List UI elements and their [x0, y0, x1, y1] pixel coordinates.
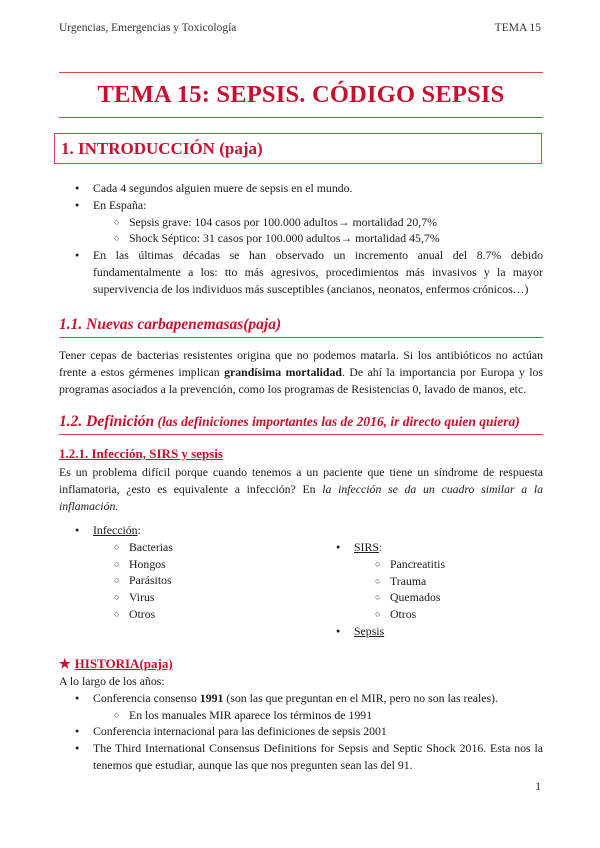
- section-1-2-heading: [59, 413, 543, 435]
- section-1-2-1-paragraph: [59, 464, 543, 514]
- list-item: ○ En los manuales MIR aparece los términos de 1991: [59, 707, 543, 724]
- list-item: ○ Trauma: [320, 573, 544, 590]
- infeccion-column: [59, 522, 319, 623]
- list-item: [320, 539, 544, 556]
- list-item: ○ Quemados: [320, 589, 544, 606]
- list-item: ○ Bacterias: [59, 539, 319, 556]
- list-item: [59, 522, 319, 539]
- list-item: [59, 690, 543, 707]
- sirs-colon: :: [378, 540, 383, 554]
- header-topic: TEMA 15: [494, 22, 541, 34]
- section-1-box: [54, 133, 542, 164]
- list-item: ● En España:: [59, 197, 543, 214]
- page-header: [59, 22, 541, 34]
- page-number: 1: [535, 781, 541, 793]
- list-item: ● Conferencia internacional para las definiciones de sepsis 2001: [59, 723, 543, 740]
- intro-list: [59, 180, 543, 298]
- paragraph-bold: grandísima mortalidad: [224, 364, 342, 379]
- sirs-label: SIRS: [354, 540, 379, 554]
- historia-heading: [59, 656, 173, 672]
- star-icon: ★: [59, 656, 71, 671]
- infeccion-label: Infección: [93, 523, 138, 537]
- paragraph-italic: la infección se da un cuadro similar a la inflamación.: [59, 481, 543, 513]
- list-item: ○ Shock Séptico: 31 casos por 100.000 adultos→ mortalidad 45,7%: [59, 230, 543, 247]
- list-item: ○ Pancreatitis: [320, 556, 544, 573]
- list-item: ○ Virus: [59, 589, 319, 606]
- list-item: ● The Third International Consensus Definitions for Sepsis and Septic Shock 2016. Esta nos la tenemos que estudiar, aunque las que nos pregunten sean las del 91.: [59, 740, 543, 774]
- infeccion-list: [59, 522, 319, 623]
- paragraph-text: Es un problema difícil porque cuando tenemos a un paciente que tiene un síndrome de respuesta inflamatoria, ¿esto es equivalente a infección? En: [59, 465, 543, 496]
- infeccion-colon: :: [137, 523, 141, 537]
- list-bold: 1991: [199, 690, 224, 705]
- historia-body: [59, 673, 543, 774]
- list-text: (son las que preguntan en el MIR, pero no son las reales).: [223, 690, 498, 705]
- list-item: ○ Parásitos: [59, 572, 319, 589]
- section-1-1-heading-text: 1.1. Nuevas carbapenemasas(paja): [59, 316, 282, 333]
- list-item: [320, 623, 544, 640]
- paragraph-text: . De ahí la importancia por Europa y los programas asociados a la prevención, como los programas de Resistencias 0, lavado de manos, etc.: [59, 364, 543, 396]
- section-1-2-heading-text: 1.2. Definición: [59, 413, 155, 430]
- historia-intro: A lo largo de los años:: [59, 674, 165, 688]
- list-item: ● Cada 4 segundos alguien muere de sepsis en el mundo.: [59, 180, 543, 197]
- list-item: ● En las últimas décadas se han observado un incremento anual del 8.7% debido fundamentalmente a los: tto más agresivos, procedimientos más invasivos y la mayor supervivencia de los individuos más susceptibles (ancianos, neonatos, enfermos crónicos…): [59, 247, 543, 297]
- title-block: [59, 72, 543, 118]
- section-1-2-1-heading: 1.2.1. Infección, SIRS y sepsis: [59, 446, 223, 461]
- sirs-list: [320, 539, 544, 640]
- header-course: Urgencias, Emergencias y Toxicología: [59, 22, 237, 34]
- historia-list: [59, 690, 543, 774]
- paragraph-text: Tener cepas de bacterias resistentes origina que no podemos matarla. Si los antibióticos no actúan frente a estos gérmenes implican: [59, 348, 543, 379]
- list-item: ○ Otros: [320, 606, 544, 623]
- sepsis-label: Sepsis: [354, 623, 385, 638]
- section-1-heading: 1. INTRODUCCIÓN (paja): [61, 138, 263, 158]
- list-item: ○ Sepsis grave: 104 casos por 100.000 adultos→ mortalidad 20,7%: [59, 214, 543, 231]
- section-1-body: [59, 180, 543, 298]
- section-1-2-heading-note: (las definiciones importantes las de 2016, ir directo quien quiera): [154, 414, 520, 429]
- list-item: ○ Otros: [59, 606, 319, 623]
- section-1-1-paragraph: [59, 347, 543, 397]
- sirs-column: [320, 539, 544, 640]
- list-item: ○ Hongos: [59, 556, 319, 573]
- page-title: TEMA 15: SEPSIS. CÓDIGO SEPSIS: [97, 81, 505, 108]
- section-1-1-heading: [59, 316, 543, 338]
- list-text: Conferencia consenso: [93, 690, 200, 705]
- historia-label: HISTORIA(paja): [74, 656, 173, 671]
